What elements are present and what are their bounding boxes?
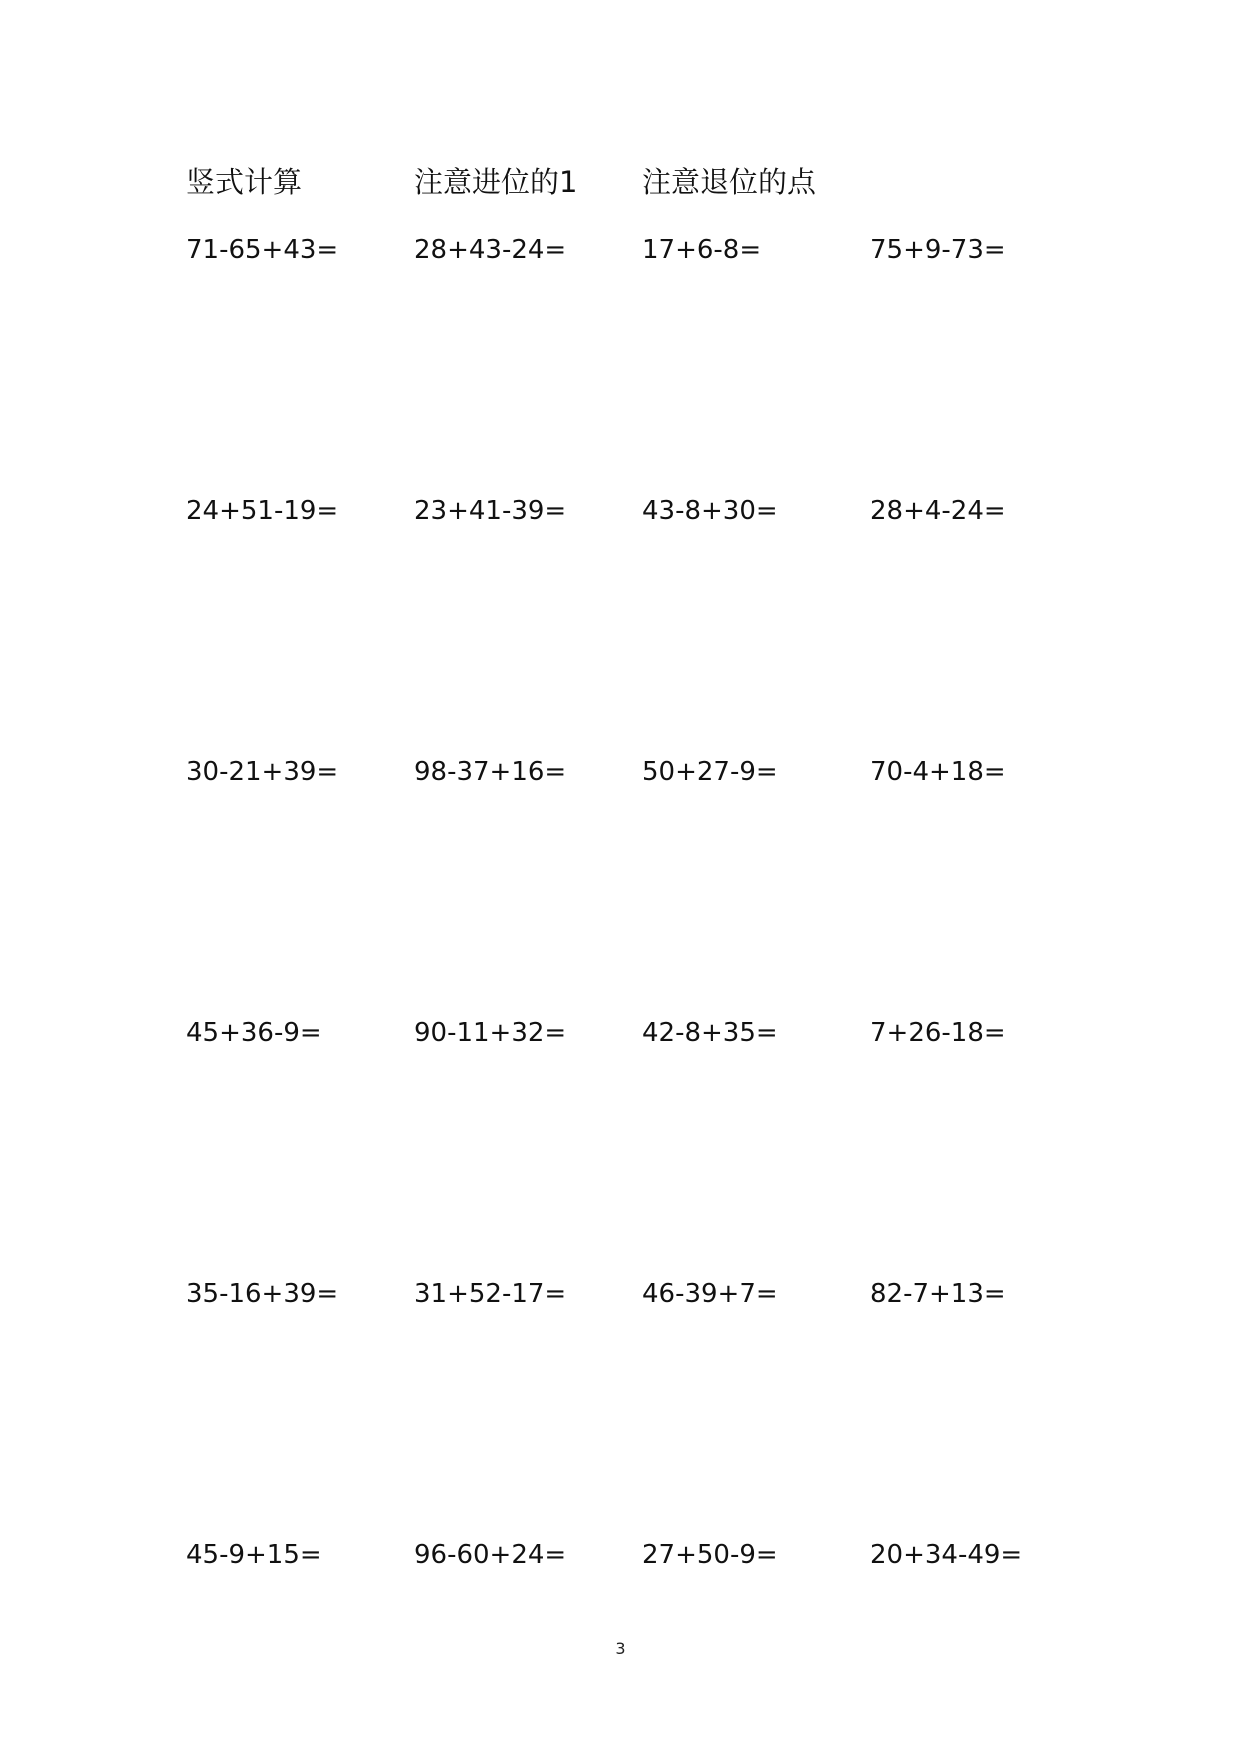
- page-number: 3: [615, 1639, 626, 1658]
- header-title: 竖式计算: [186, 165, 303, 199]
- math-problem: 98-37+16=: [414, 757, 567, 787]
- math-problem: 46-39+7=: [642, 1279, 778, 1309]
- math-problem: 45+36-9=: [186, 1018, 322, 1048]
- math-problem: 35-16+39=: [186, 1279, 339, 1309]
- problem-row: [186, 1013, 1106, 1274]
- problem-row: [186, 1274, 1106, 1535]
- header-borrow-note: 注意退位的点: [642, 165, 817, 199]
- math-problem: 90-11+32=: [414, 1018, 567, 1048]
- math-problem: 42-8+35=: [642, 1018, 778, 1048]
- math-problem: 45-9+15=: [186, 1540, 322, 1570]
- math-problem: 50+27-9=: [642, 757, 778, 787]
- math-problem: 27+50-9=: [642, 1540, 778, 1570]
- math-problem: 23+41-39=: [414, 496, 567, 526]
- math-problem: 70-4+18=: [870, 757, 1006, 787]
- math-problem: 75+9-73=: [870, 235, 1006, 265]
- worksheet-header: [186, 160, 1106, 204]
- math-problem: 20+34-49=: [870, 1540, 1023, 1570]
- math-problem: 17+6-8=: [642, 235, 762, 265]
- math-problem: 28+4-24=: [870, 496, 1006, 526]
- problem-row: [186, 230, 1106, 491]
- math-problem: 28+43-24=: [414, 235, 567, 265]
- problem-row: [186, 491, 1106, 752]
- math-problem: 30-21+39=: [186, 757, 339, 787]
- math-problem: 31+52-17=: [414, 1279, 567, 1309]
- problem-grid: [186, 230, 1106, 1754]
- math-problem: 96-60+24=: [414, 1540, 567, 1570]
- math-problem: 24+51-19=: [186, 496, 339, 526]
- math-problem: 7+26-18=: [870, 1018, 1006, 1048]
- math-problem: 71-65+43=: [186, 235, 339, 265]
- math-problem: 82-7+13=: [870, 1279, 1006, 1309]
- header-carry-note: 注意进位的1: [414, 165, 578, 199]
- math-problem: 43-8+30=: [642, 496, 778, 526]
- problem-row: [186, 752, 1106, 1013]
